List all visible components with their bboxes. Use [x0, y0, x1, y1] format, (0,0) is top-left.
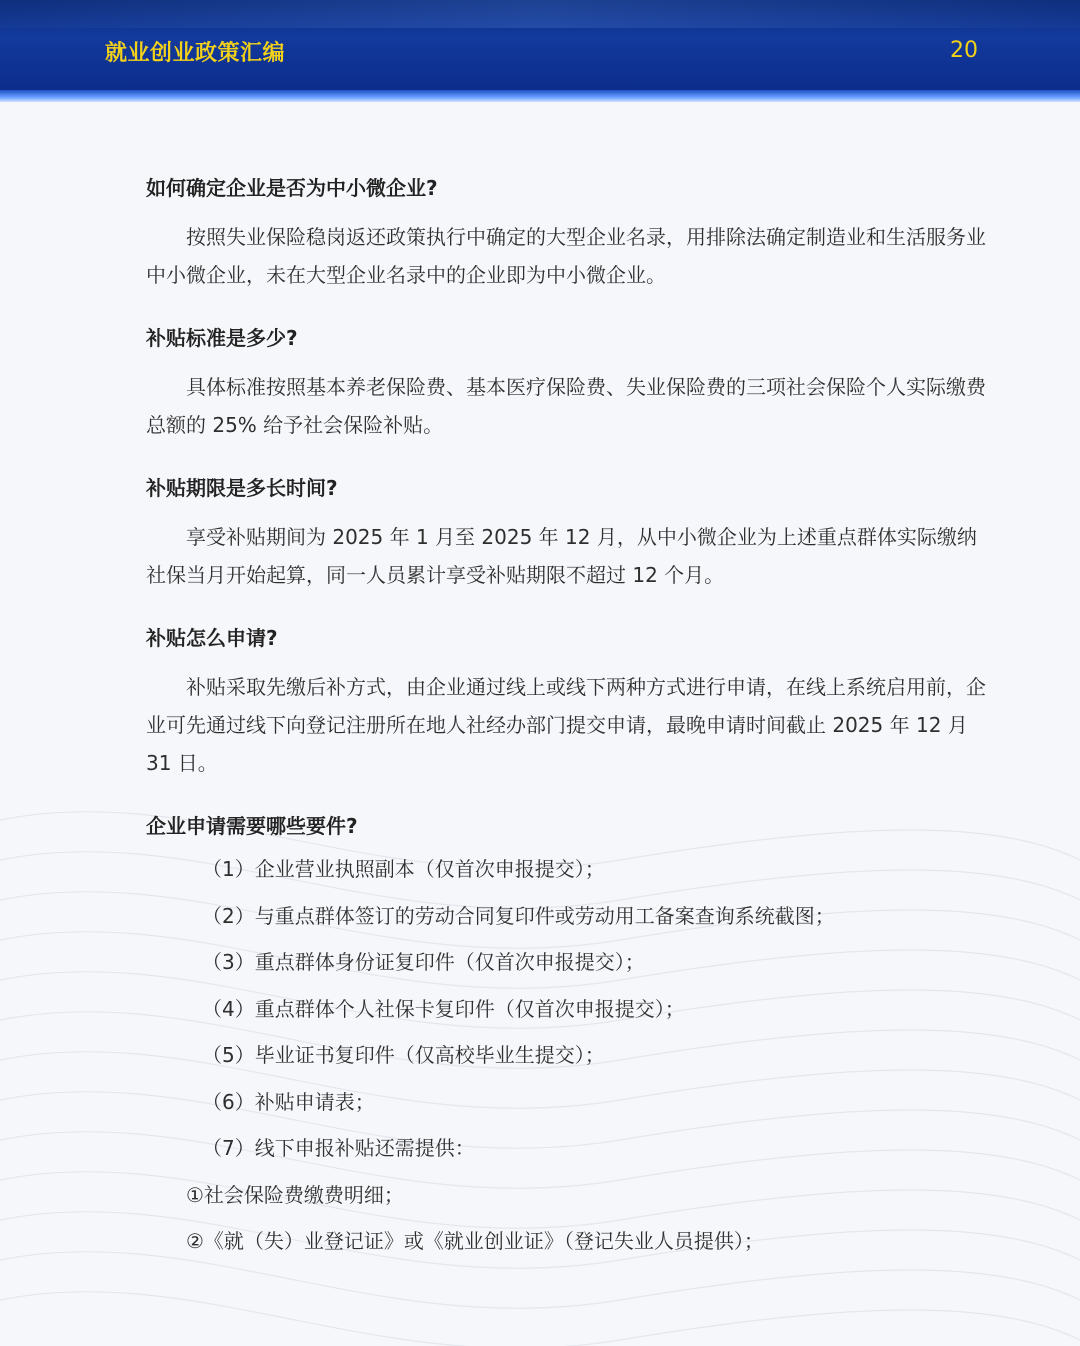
page-header — [0, 0, 1080, 102]
answer-paragraph: 享受补贴期间为 2025 年 1 月至 2025 年 12 月，从中小微企业为上述重点群体实际缴纳社保当月开始起算，同一人员累计享受补贴期限不超过 12 个月。 — [146, 525, 977, 587]
question-heading: 补贴标准是多少? — [146, 326, 298, 350]
list-item: （4）重点群体个人社保卡复印件（仅首次申报提交）； — [202, 996, 685, 1021]
answer-paragraph: 补贴采取先缴后补方式，由企业通过线上或线下两种方式进行申请，在线上系统启用前，企业可先通过线下向登记注册所在地人社经办部门提交申请，最晚申请时间截止 2025 年 12 月 31 日。 — [146, 675, 986, 775]
question-heading: 如何确定企业是否为中小微企业? — [146, 176, 438, 200]
list-item: （7）线下申报补贴还需提供： — [202, 1136, 475, 1160]
page-number: 20 — [950, 38, 978, 63]
document-title: 就业创业政策汇编 — [105, 41, 286, 66]
answer-paragraph: 具体标准按照基本养老保险费、基本医疗保险费、失业保险费的三项社会保险个人实际缴费总额的 25% 给予社会保险补贴。 — [146, 375, 986, 437]
faq-section-sme-criteria — [146, 168, 986, 294]
required-documents-list — [146, 846, 986, 1172]
question-heading: 补贴怎么申请? — [146, 626, 278, 650]
document-body — [146, 168, 986, 1289]
question-heading: 企业申请需要哪些要件? — [146, 814, 358, 838]
faq-section-how-to-apply — [146, 618, 986, 782]
list-item: （5）毕业证书复印件（仅高校毕业生提交）； — [202, 1043, 605, 1067]
sub-list-item: ①社会保险费缴费明细； — [186, 1182, 404, 1207]
faq-section-subsidy-standard — [146, 318, 986, 444]
faq-section-required-documents — [146, 806, 986, 1265]
list-item: （6）补贴申请表； — [202, 1089, 375, 1114]
list-item: （1）企业营业执照副本（仅首次申报提交）； — [202, 857, 605, 881]
list-item: （2）与重点群体签订的劳动合同复印件或劳动用工备案查询系统截图； — [202, 903, 835, 928]
list-item: （3）重点群体身份证复印件（仅首次申报提交）； — [202, 950, 645, 974]
answer-paragraph: 按照失业保险稳岗返还政策执行中确定的大型企业名录，用排除法确定制造业和生活服务业中小微企业，未在大型企业名录中的企业即为中小微企业。 — [146, 225, 986, 287]
faq-section-subsidy-period — [146, 468, 986, 594]
question-heading: 补贴期限是多长时间? — [146, 476, 338, 500]
sub-list-item: ②《就（失）业登记证》或《就业创业证》（登记失业人员提供）； — [186, 1229, 764, 1253]
